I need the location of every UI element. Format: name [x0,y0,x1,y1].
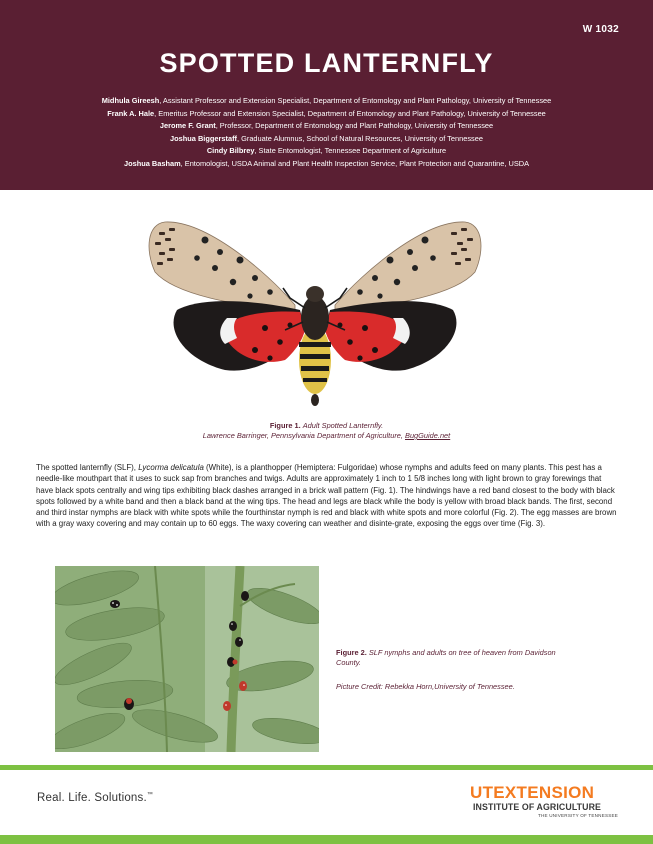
tagline-text: Real. Life. Solutions. [37,792,147,804]
author-role: , Professor, Department of Entomology and Plant Pathology, University of Tennessee [215,121,494,131]
figure-1-title: Adult Spotted Lanternfly. [302,421,384,430]
intro-text-b: (White), is a planthopper (Hemiptera: Fulgoridae) whose nymphs and adults feed on many plants. This pest has a needle-like mouthpart that it uses to suck sap from branches and twigs. Adults are approximately 1 inch to 1 5/8 inches long with light brown to gray forewings that have black spots centrally and wing tips exhibiting black dashes arranged in a brick wall pattern (Fig. 1). The hindwings have a red band closest to the body with black spots followed by a white band and then a black band at the wing tips. The head and legs are black while the body is yellow with broad black bands. The first, second and third instar nymphs are black with white spots while the fourthinstar nymph is red and black with white spots and more colorful (Fig. 2). The egg masses are brown with a gray waxy covering and may contain up to 60 eggs. The waxy covering can weather and disinte-grate, exposing the eggs over time (Fig. 3). [36,463,617,529]
figure-2-label: Figure 2. [336,648,367,657]
ut-extension-logo [470,783,620,823]
logo-university: THE UNIVERSITY OF TENNESSEE [538,813,619,818]
header-banner [0,0,653,190]
author-role: , Emeritus Professor and Extension Specialist, Department of Entomology and Plant Pathology, University of Tennessee [154,108,546,118]
intro-text-a: The spotted lanternfly (SLF), [36,463,139,472]
figure-2-title-line [336,648,556,668]
lanternfly-photo [145,210,485,415]
page-title: SPOTTED LANTERNFLY [159,48,494,78]
logo-wordmark [470,783,594,803]
author-line [0,158,653,171]
figure-2-caption [336,648,556,692]
author-name: Cindy Bilbrey [206,146,255,156]
footer-bottom-bar [0,835,653,844]
author-line [0,145,653,158]
intro-paragraph [36,462,620,530]
author-name: Midhula Gireesh [101,96,160,105]
author-line [0,108,653,121]
author-name: Frank A. Hale [107,108,155,118]
figure-2-title: SLF nymphs and adults on tree of heaven from Davidson County. [336,648,556,667]
document-number: W 1032 [582,24,619,35]
figure-2-credit: Picture Credit: Rebekka Horn,University of Tennessee. [336,682,515,691]
author-name: Joshua Biggerstaff [170,133,237,143]
logo-word: EXTENSION [493,783,595,802]
author-role: , Graduate Alumnus, School of Natural Resources, University of Tennessee [237,133,483,143]
author-list [0,95,653,171]
tagline [37,792,153,804]
figure-1-title-line [0,421,653,431]
author-role: , Assistant Professor and Extension Specialist, Department of Entomology and Plant Pathology, University of Tennessee [159,96,552,105]
ut-mark-icon: UT [470,783,494,802]
figure-1-label: Figure 1. [269,421,301,430]
figure-1-caption [0,421,653,441]
figure-1-credit: Lawrence Barringer, Pennsylvania Department of Agriculture, [202,431,406,440]
author-role: , State Entomologist, Tennessee Department of Agriculture [254,146,447,156]
nymphs-photo [55,566,319,752]
author-line [0,133,653,146]
author-name: Joshua Basham [123,158,181,168]
species-name: Lycorma delicatula [138,463,204,472]
footer-divider [0,765,653,770]
author-role: , Entomologist, USDA Animal and Plant Health Inspection Service, Plant Protection and Quarantine, USDA [180,158,530,168]
author-name: Jerome F. Grant [159,121,216,131]
trademark-symbol: ™ [146,792,154,799]
logo-institute: INSTITUTE OF AGRICULTURE [473,802,601,812]
author-line [0,120,653,133]
author-line [0,95,653,108]
figure-1-credit-line [0,431,653,441]
bugguide-link[interactable]: BugGuide.net [405,431,451,440]
